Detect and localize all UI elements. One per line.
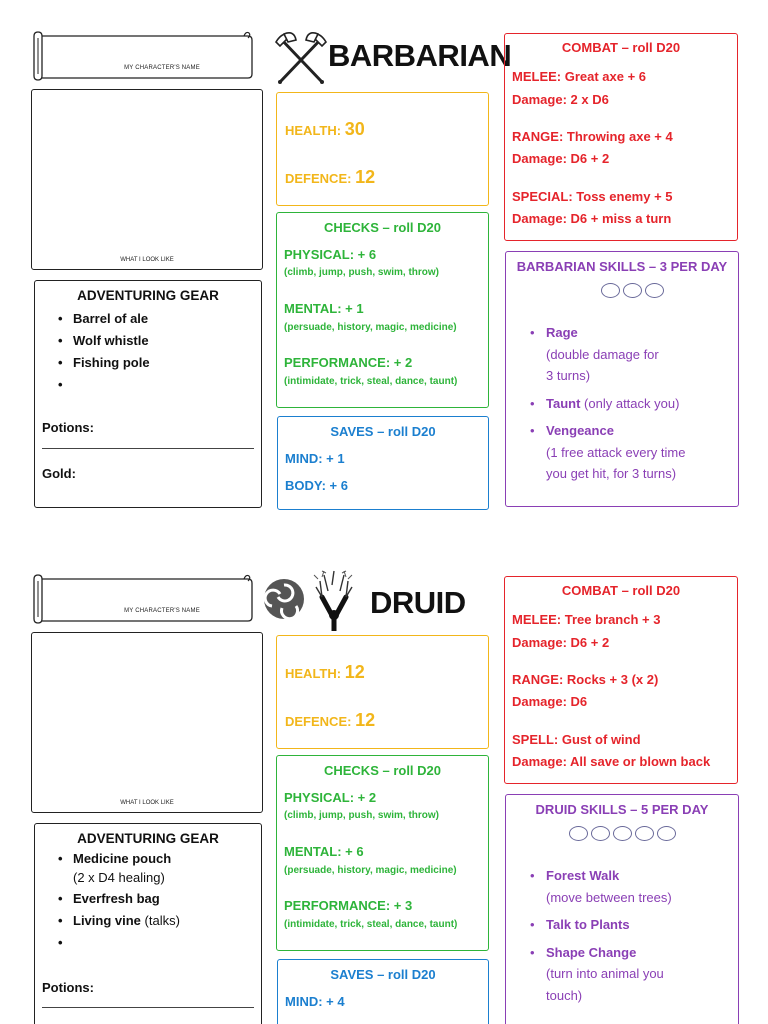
class-title	[262, 571, 502, 633]
skill-name: Vengeance	[546, 423, 614, 438]
portrait-caption: WHAT I LOOK LIKE	[120, 257, 174, 263]
gear-item	[73, 888, 261, 910]
gear-item-sub: (2 x D4 healing)	[73, 870, 165, 885]
character-name-scroll[interactable]	[30, 30, 254, 82]
skill-desc: (1 free attack every time	[546, 444, 686, 460]
skills-list	[546, 865, 732, 1012]
mind-save: MIND: + 4	[285, 994, 345, 1009]
gear-item-name: Everfresh bag	[73, 891, 160, 906]
skill-item	[546, 322, 732, 387]
skill-item	[546, 942, 732, 1007]
skills-title: BARBARIAN SKILLS – 3 PER DAY	[516, 259, 728, 274]
skill-item	[546, 914, 732, 936]
potions-label: Potions:	[42, 420, 94, 435]
special-damage: Damage: D6 + miss a turn	[512, 211, 672, 226]
mental-sub: (persuade, history, magic, medicine)	[284, 865, 457, 876]
skill-desc: (turn into animal you	[546, 966, 664, 981]
range-damage: Damage: D6 + 2	[512, 151, 610, 166]
health-defence-box	[276, 635, 489, 749]
potions-label: Potions:	[42, 980, 94, 995]
druid-skills-box	[505, 794, 739, 1024]
gear-item-name: Living vine	[73, 913, 141, 928]
potions-line[interactable]	[42, 448, 254, 449]
character-name-caption: MY CHARACTER'S NAME	[124, 65, 200, 71]
combat-title: COMBAT – roll D20	[561, 583, 681, 598]
checks-box	[276, 755, 489, 951]
mental-check: MENTAL: + 1	[284, 301, 364, 316]
saves-box	[277, 416, 489, 510]
defence-label: DEFENCE:	[285, 714, 352, 729]
checks-box	[276, 212, 489, 408]
gold-label: Gold:	[42, 466, 76, 481]
gear-item-note: (talks)	[144, 913, 180, 928]
adventuring-gear-box	[34, 280, 262, 508]
skill-desc: (move between trees)	[546, 889, 672, 905]
skill-item	[546, 393, 732, 415]
saves-title: SAVES – roll D20	[330, 967, 436, 982]
class-name: DRUID	[370, 585, 466, 620]
gear-item: • Barrel of ale	[73, 308, 261, 330]
skill-use-circle[interactable]	[601, 283, 620, 298]
melee-damage: Damage: 2 x D6	[512, 92, 609, 107]
gear-list	[73, 848, 261, 954]
physical-sub: (climb, jump, push, swim, throw)	[284, 810, 440, 821]
range-damage: Damage: D6	[512, 694, 588, 709]
body-save: BODY: + 6	[285, 478, 348, 493]
defence-label: DEFENCE:	[285, 171, 352, 186]
crossed-axes-icon	[272, 30, 330, 86]
skill-desc: (double damage for	[546, 346, 659, 362]
performance-check: PERFORMANCE: + 2	[284, 355, 413, 370]
physical-sub: (climb, jump, push, swim, throw)	[284, 267, 440, 278]
health-value[interactable]: 12	[344, 662, 365, 682]
combat-box	[504, 576, 738, 784]
gear-item-name: Medicine pouch	[73, 851, 172, 866]
health-value[interactable]: 30	[344, 119, 365, 139]
skills-list	[546, 322, 732, 491]
health-label: HEALTH:	[285, 666, 342, 681]
defence-row	[285, 167, 375, 188]
skill-use-circle[interactable]	[657, 826, 676, 841]
scroll-banner-icon	[30, 30, 254, 82]
skill-name: Shape Change	[546, 944, 637, 960]
melee-damage: Damage: D6 + 2	[512, 635, 610, 650]
skill-use-circle[interactable]	[635, 826, 654, 841]
skill-desc-2: touch)	[546, 987, 583, 1003]
spell-damage: Damage: All save or blown back	[512, 754, 711, 769]
mental-sub: (persuade, history, magic, medicine)	[284, 322, 457, 333]
checks-title: CHECKS – roll D20	[323, 220, 442, 235]
character-name-scroll[interactable]	[30, 573, 254, 625]
skill-name: Rage	[546, 325, 578, 340]
health-label: HEALTH:	[285, 123, 342, 138]
skill-desc-2: you get hit, for 3 turns)	[546, 466, 677, 481]
skill-uses-tracker	[506, 283, 738, 298]
skill-uses-tracker	[506, 826, 738, 841]
barbarian-skills-box	[505, 251, 739, 507]
performance-check: PERFORMANCE: + 3	[284, 898, 413, 913]
saves-title: SAVES – roll D20	[330, 424, 436, 439]
defence-value[interactable]: 12	[355, 710, 376, 730]
portrait-box[interactable]	[31, 632, 263, 813]
combat-box	[504, 33, 738, 241]
gear-item: • Fishing pole	[73, 352, 261, 374]
triskelion-tree-icon	[262, 567, 372, 631]
skill-name: Talk to Plants	[546, 917, 630, 932]
physical-check: PHYSICAL: + 2	[284, 790, 377, 805]
skill-use-circle[interactable]	[645, 283, 664, 298]
gear-item-empty[interactable]	[73, 374, 261, 396]
skill-name: Taunt	[546, 395, 581, 411]
gear-title: ADVENTURING GEAR	[77, 831, 219, 846]
health-row	[285, 662, 365, 683]
gear-item-empty[interactable]	[73, 932, 261, 954]
adventuring-gear-box	[34, 823, 262, 1024]
potions-line[interactable]	[42, 1007, 254, 1008]
combat-title: COMBAT – roll D20	[561, 40, 681, 55]
skill-use-circle[interactable]	[591, 826, 610, 841]
defence-row	[285, 710, 375, 731]
skill-inline-desc: (only attack you)	[584, 395, 680, 411]
mental-check: MENTAL: + 6	[284, 844, 364, 859]
health-row	[285, 119, 365, 140]
checks-title: CHECKS – roll D20	[323, 763, 442, 778]
performance-sub: (intimidate, trick, steal, dance, taunt)	[284, 919, 458, 930]
gear-title: ADVENTURING GEAR	[77, 288, 219, 303]
health-defence-box	[276, 92, 489, 206]
class-title	[262, 28, 512, 90]
physical-check: PHYSICAL: + 6	[284, 247, 377, 262]
range-attack: RANGE: Throwing axe + 4	[512, 129, 673, 144]
gear-item	[73, 910, 261, 932]
scroll-banner-icon	[30, 573, 254, 625]
performance-sub: (intimidate, trick, steal, dance, taunt)	[284, 376, 458, 387]
melee-attack: MELEE: Tree branch + 3	[512, 612, 661, 627]
portrait-caption: WHAT I LOOK LIKE	[120, 800, 174, 806]
skill-item	[546, 420, 732, 485]
gear-item: • Wolf whistle	[73, 330, 261, 352]
gear-list	[73, 308, 261, 396]
melee-attack: MELEE: Great axe + 6	[512, 69, 647, 84]
portrait-box[interactable]	[31, 89, 263, 270]
special-attack: SPECIAL: Toss enemy + 5	[512, 189, 673, 204]
skill-use-circle[interactable]	[569, 826, 588, 841]
skills-title: DRUID SKILLS – 5 PER DAY	[535, 802, 709, 817]
defence-value[interactable]: 12	[355, 167, 376, 187]
druid-character-sheet	[0, 543, 768, 1024]
spell-attack: SPELL: Gust of wind	[512, 732, 641, 747]
range-attack: RANGE: Rocks + 3 (x 2)	[512, 672, 659, 687]
skill-use-circle[interactable]	[623, 283, 642, 298]
saves-box	[277, 959, 489, 1024]
gear-item	[73, 848, 261, 888]
skill-use-circle[interactable]	[613, 826, 632, 841]
skill-name: Forest Walk	[546, 868, 620, 883]
skill-item	[546, 865, 732, 908]
mind-save: MIND: + 1	[285, 451, 345, 466]
character-name-caption: MY CHARACTER'S NAME	[124, 608, 200, 614]
skill-desc-2: 3 turns)	[546, 368, 591, 383]
class-name: BARBARIAN	[328, 38, 512, 73]
